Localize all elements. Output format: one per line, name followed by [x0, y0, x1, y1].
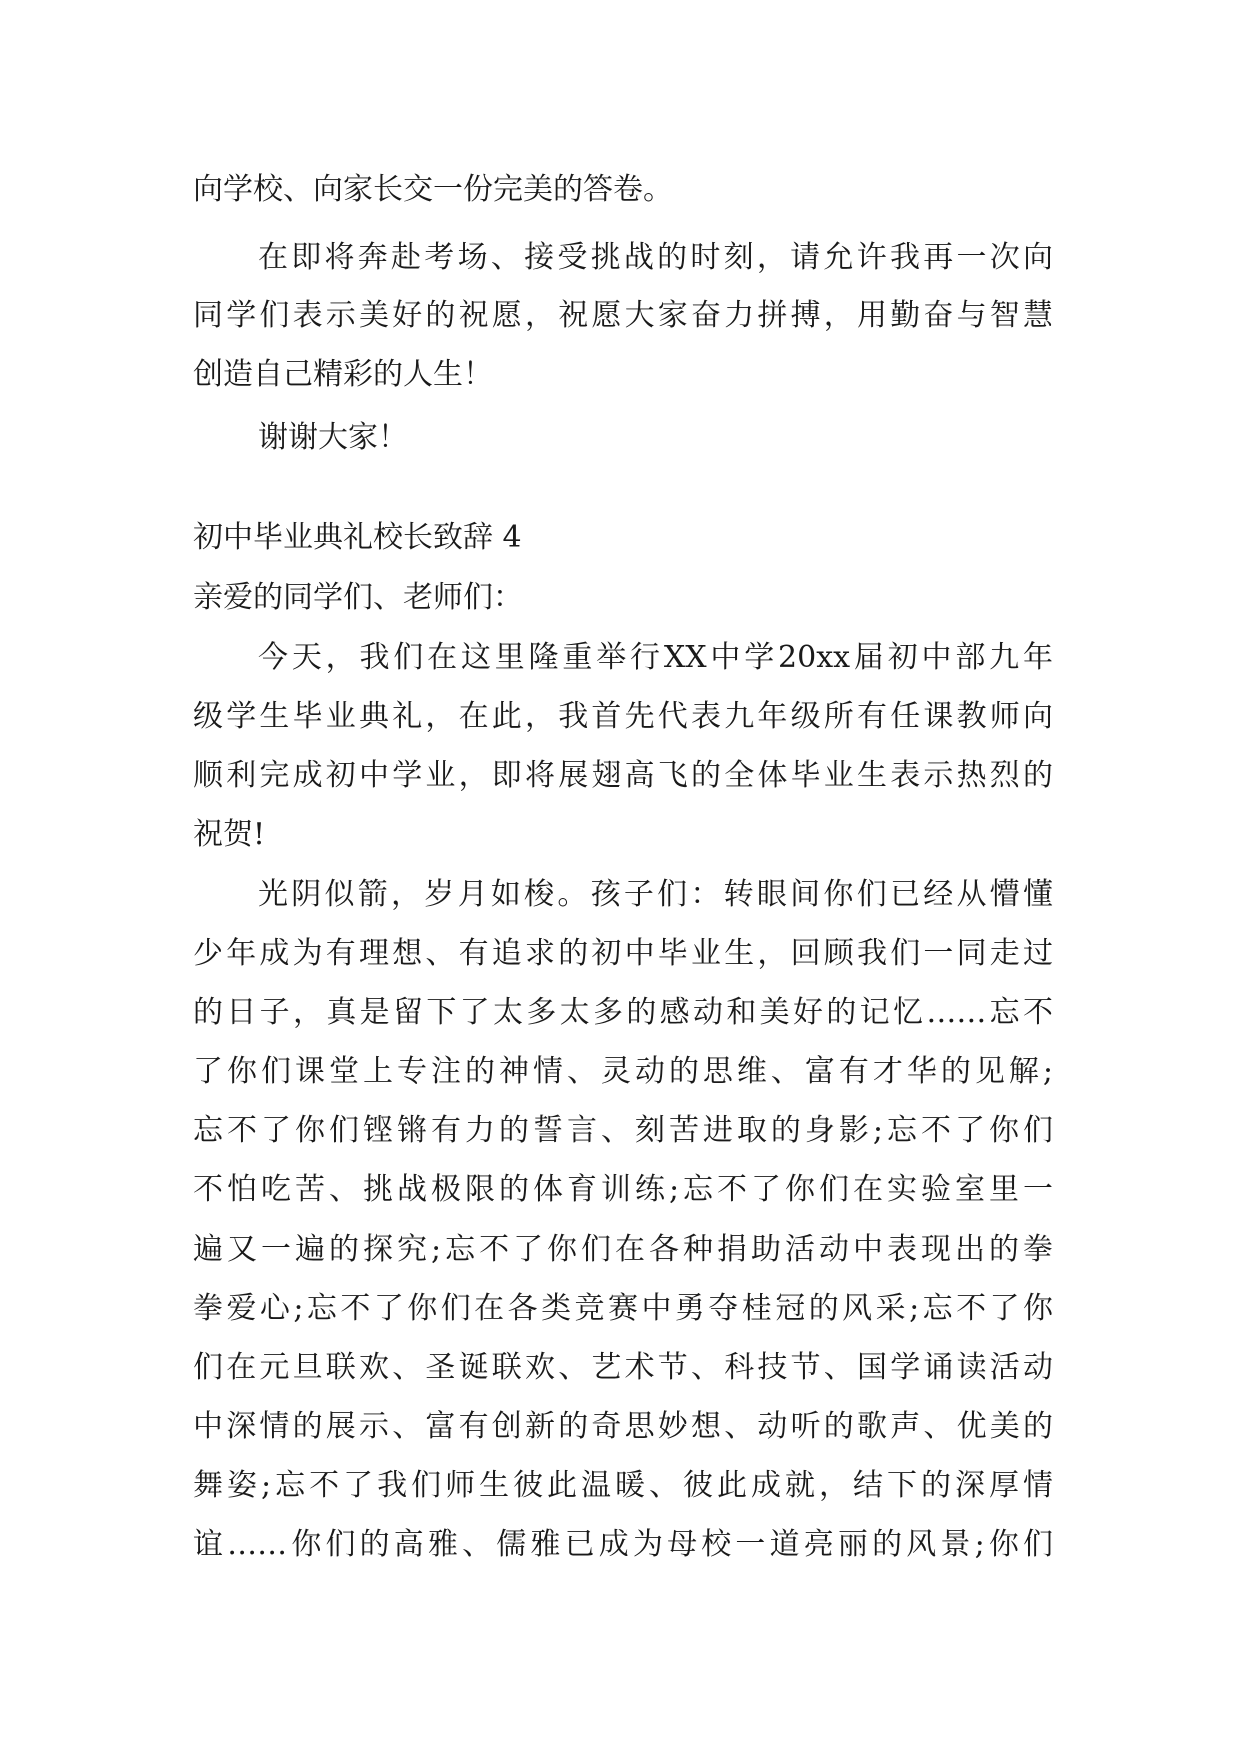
text-line-1: 向学校、向家长交一份完美的答卷。	[193, 172, 673, 207]
text-line-19: 拳爱心;忘不了你们在各类竞赛中勇夺桂冠的风采;忘不了你	[193, 1291, 1053, 1326]
text-line-11: 祝贺!	[193, 817, 266, 852]
text-line-2: 在即将奔赴考场、接受挑战的时刻，请允许我再一次向	[258, 240, 1053, 275]
text-line-20: 们在元旦联欢、圣诞联欢、艺术节、科技节、国学诵读活动	[193, 1350, 1053, 1385]
text-line-21: 中深情的展示、富有创新的奇思妙想、动听的歌声、优美的	[193, 1409, 1053, 1444]
text-line-15: 了你们课堂上专注的神情、灵动的思维、富有才华的见解;	[193, 1054, 1053, 1089]
text-line-10: 顺利完成初中学业，即将展翅高飞的全体毕业生表示热烈的	[193, 758, 1053, 793]
text-line-8: 今天，我们在这里隆重举行XX中学20xx届初中部九年	[258, 640, 1053, 675]
text-line-22: 舞姿;忘不了我们师生彼此温暖、彼此成就，结下的深厚情	[193, 1468, 1053, 1503]
text-line-17: 不怕吃苦、挑战极限的体育训练;忘不了你们在实验室里一	[193, 1172, 1053, 1207]
text-line-16: 忘不了你们铿锵有力的誓言、刻苦进取的身影;忘不了你们	[193, 1113, 1053, 1148]
section-title: 初中毕业典礼校长致辞 4	[193, 520, 522, 555]
text-line-5: 谢谢大家！	[258, 420, 408, 455]
text-line-14: 的日子，真是留下了太多太多的感动和美好的记忆……忘不	[193, 995, 1053, 1030]
text-line-4: 创造自己精彩的人生！	[193, 357, 493, 392]
text-line-13: 少年成为有理想、有追求的初中毕业生，回顾我们一同走过	[193, 936, 1053, 971]
text-line-12: 光阴似箭，岁月如梭。孩子们：转眼间你们已经从懵懂	[258, 877, 1053, 912]
salutation: 亲爱的同学们、老师们：	[193, 580, 523, 615]
text-line-18: 遍又一遍的探究;忘不了你们在各种捐助活动中表现出的拳	[193, 1232, 1053, 1267]
text-line-9: 级学生毕业典礼，在此，我首先代表九年级所有任课教师向	[193, 699, 1053, 734]
text-line-23: 谊……你们的高雅、儒雅已成为母校一道亮丽的风景;你们	[193, 1527, 1053, 1562]
text-line-3: 同学们表示美好的祝愿，祝愿大家奋力拼搏，用勤奋与智慧	[193, 298, 1053, 333]
